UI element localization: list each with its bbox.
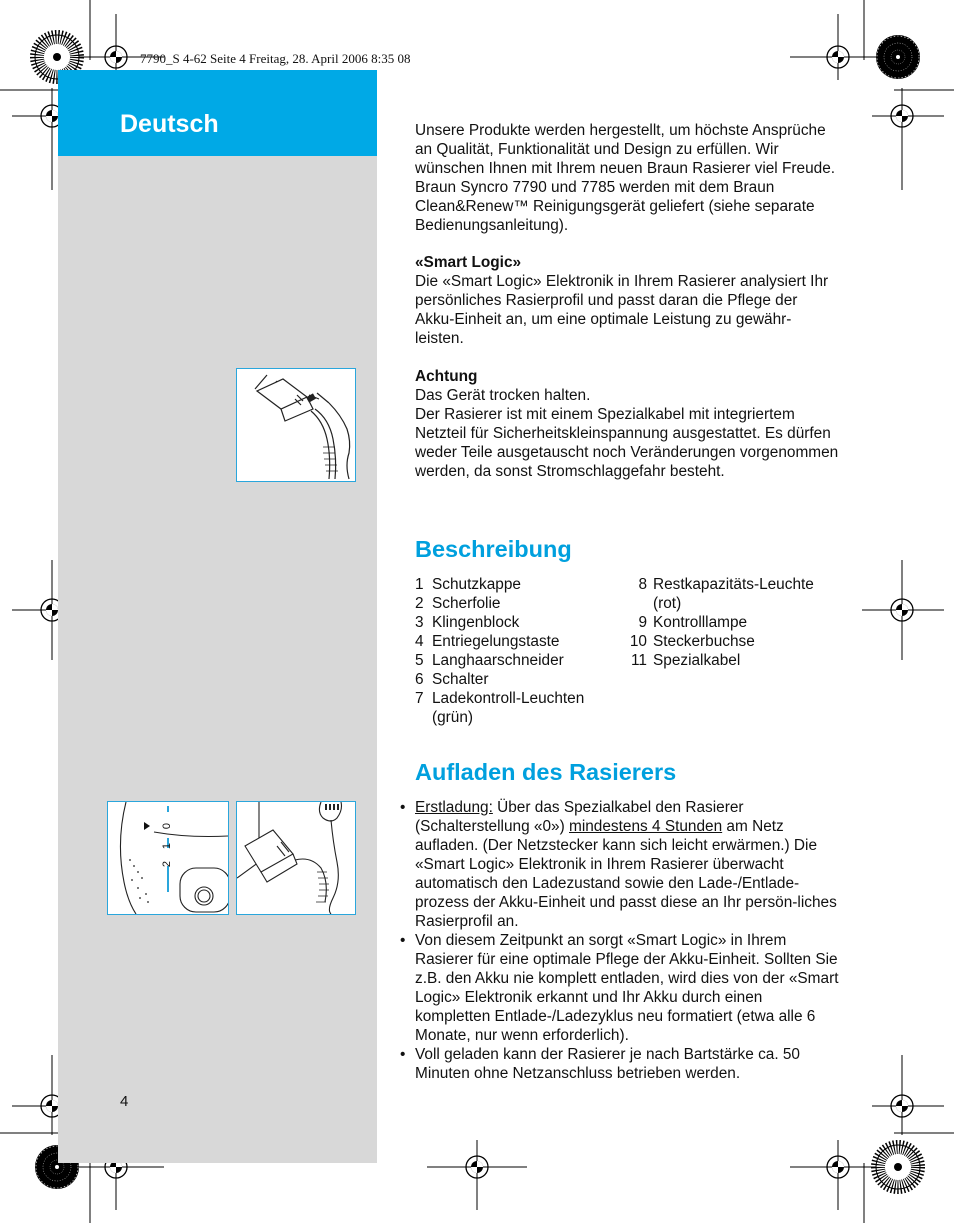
- parts-list-left: [415, 575, 625, 727]
- list-item: 4 Entriegelungstaste: [415, 633, 560, 650]
- list-item: • Von diesem Zeitpunkt an sorgt «Smart Logic» in Ihrem Rasierer für eine optimale Pflege der Akku-Einheit. Sollten Sie z.B. den Akku nie komplett entladen, wird dies von der «Smart Logic» Elektronik erkannt und Ihr Akku durch einen kompletten Entlade-/Ladezyklus neu formatiert (etwa alle 6 Monate, nur wenn erforderlich).: [399, 931, 840, 1045]
- aufladen-heading: Aufladen des Rasierers: [415, 759, 677, 785]
- figure-charging-cord: [236, 801, 356, 915]
- beschreibung-heading: Beschreibung: [415, 536, 572, 562]
- achtung-text: Der Rasierer ist mit einem Spezialkabel mit integriertem Netzteil für Sicherheitskleinspannung ausgestattet. Es dürfen weder Teile ausgetauscht noch Veränderungen vorgenommen werden, da sonst Stromschlaggefahr besteht.: [415, 406, 839, 480]
- intro-paragraph: Unsere Produkte werden hergestellt, um höchste Ansprüche an Qualität, Funktionalität und Design zu erfüllen. Wir wünschen Ihnen mit Ihrem neuen Braun Rasierer viel Freude. Braun Syncro 7790 und 7785 werden mit dem Braun Clean&Renew™ Reinigungsgerät geliefert (siehe separate Bedienungsanleitung).: [415, 122, 836, 234]
- smart-logic-section: [415, 253, 840, 348]
- list-item: 9 Kontrolllampe: [638, 614, 748, 631]
- print-header-line: 7790_S 4-62 Seite 4 Freitag, 28. April 2006 8:35 08: [140, 51, 411, 66]
- switch-label-1: 1: [161, 842, 174, 850]
- list-item: 6 Schalter: [415, 671, 489, 688]
- list-item: 8 Restkapazitäts-Leuchte (rot): [638, 576, 814, 612]
- sidebar-panel: [58, 70, 377, 1163]
- switch-label-2: 2: [161, 860, 174, 868]
- charging-bullets: [399, 798, 840, 1083]
- list-item: 5 Langhaarschneider: [415, 652, 564, 669]
- figure-switch-position: [107, 801, 229, 915]
- achtung-section: [415, 367, 840, 481]
- list-item: 10 Steckerbuchse: [629, 633, 755, 650]
- list-item: 1 Schutzkappe: [415, 576, 521, 593]
- list-item: 2 Scherfolie: [415, 595, 501, 612]
- list-item: 7 Ladekontroll-Leuchten (grün): [415, 690, 585, 726]
- switch-label-0: 0: [161, 822, 174, 830]
- list-item: • Voll geladen kann der Rasierer je nach Bartstärke ca. 50 Minuten ohne Netzanschluss betrieben werden.: [399, 1045, 840, 1083]
- page-number: 4: [120, 1093, 129, 1110]
- language-label: Deutsch: [120, 110, 219, 138]
- list-item: 11 Spezialkabel: [631, 652, 741, 669]
- list-item: 3 Klingenblock: [415, 614, 520, 631]
- figure-power-cord: [236, 368, 356, 482]
- smart-logic-heading: «Smart Logic»: [415, 254, 522, 271]
- parts-list-right: [627, 575, 842, 670]
- achtung-heading: Achtung: [415, 368, 478, 385]
- list-item: • Erstladung: Über das Spezialkabel den Rasierer (Schalterstellung «0») mindestens 4 Stunden am Netz aufladen. (Der Netzstecker kann sich leicht erwärmen.) Die «Smart Logic» Elektronik in Ihrem Rasierer überwacht automatisch den Ladezustand sowie den Lade-/Entlade-prozess der Akku-Einheit und passt diese an Ihr persön-liches Rasierprofil an.: [399, 798, 840, 931]
- smart-logic-text: Die «Smart Logic» Elektronik in Ihrem Rasierer analysiert Ihr persönliches Rasierprofil und passt daran die Pflege der Akku-Einheit an, um eine optimale Leistung zu gewähr-leisten.: [415, 273, 829, 347]
- achtung-line1: Das Gerät trocken halten.: [415, 387, 591, 404]
